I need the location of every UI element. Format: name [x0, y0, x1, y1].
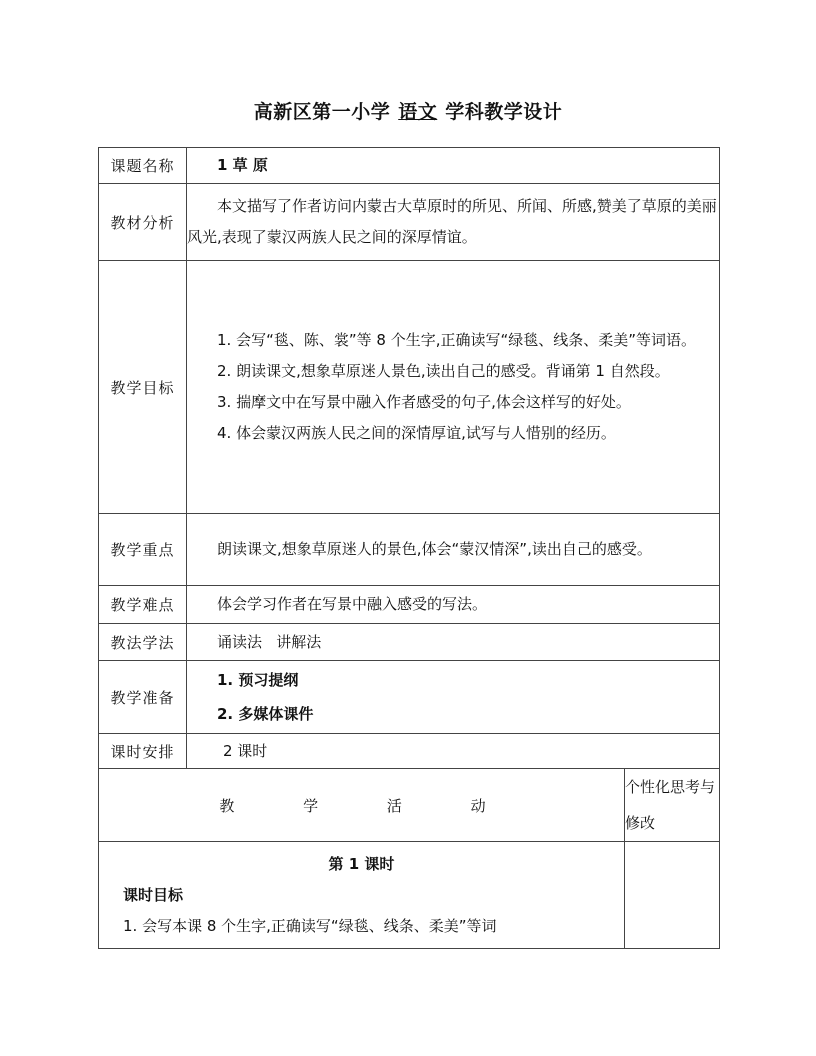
key-points-text: 朗读课文,想象草原迷人的景色,体会“蒙汉情深”,读出自己的感受。 [217, 540, 652, 558]
lesson-plan-table [98, 147, 720, 949]
goal-item-2: 2. 朗读课文,想象草原迷人景色,读出自己的感受。背诵第 1 自然段。 [217, 362, 670, 380]
row-preparation [99, 661, 720, 734]
difficulties-text: 体会学习作者在写景中融入感受的写法。 [217, 595, 488, 613]
row-topic [99, 148, 720, 184]
methods-label: 教法学法 [99, 624, 187, 661]
schedule-value: 2 课时 [187, 734, 720, 769]
row-difficulties [99, 586, 720, 624]
personal-revision-header: 个性化思考与修改 [625, 769, 720, 842]
schedule-label: 课时安排 [99, 734, 187, 769]
difficulties-cell [187, 586, 720, 624]
preparation-item-1: 1. 预习提纲 [217, 671, 299, 689]
row-schedule [99, 734, 720, 769]
difficulties-label: 教学难点 [99, 586, 187, 624]
row-activity-header [99, 769, 720, 842]
lesson-1-subheading: 课时目标 [123, 885, 184, 904]
analysis-label: 教材分析 [99, 184, 187, 261]
school-name: 高新区第一小学 [253, 101, 391, 123]
lesson-1-heading: 第 1 课时 [328, 854, 395, 873]
analysis-cell [187, 184, 720, 261]
topic-label: 课题名称 [99, 148, 187, 184]
goals-cell [187, 261, 720, 514]
title-suffix: 学科教学设计 [445, 101, 563, 123]
preparation-item-2: 2. 多媒体课件 [217, 705, 314, 723]
lesson-1-revision-cell [625, 842, 720, 949]
lesson-1-cell [99, 842, 625, 949]
methods-cell [187, 624, 720, 661]
row-lesson-1 [99, 842, 720, 949]
subject-name: 语文 [398, 101, 438, 123]
goal-item-1: 1. 会写“毯、陈、裳”等 8 个生字,正确读写“绿毯、线条、柔美”等词语。 [217, 331, 697, 349]
lesson-1-goal-line: 1. 会写本课 8 个生字,正确读写“绿毯、线条、柔美”等词 [123, 916, 497, 935]
analysis-text: 本文描写了作者访问内蒙古大草原时的所见、所闻、所感,赞美了草原的美丽风光,表现了蒙汉两族人民之间的深厚情谊。 [187, 197, 717, 246]
row-key-points [99, 514, 720, 586]
topic-value: 1 草 原 [187, 148, 720, 184]
row-goals [99, 261, 720, 514]
key-points-label: 教学重点 [99, 514, 187, 586]
preparation-label: 教学准备 [99, 661, 187, 734]
goal-item-4: 4. 体会蒙汉两族人民之间的深情厚谊,试写与人惜别的经历。 [217, 424, 616, 442]
goal-item-3: 3. 揣摩文中在写景中融入作者感受的句子,体会这样写的好处。 [217, 393, 631, 411]
key-points-cell [187, 514, 720, 586]
document-title [0, 97, 816, 124]
preparation-cell [187, 661, 720, 734]
activity-header: 教 学 活 动 [99, 769, 625, 842]
row-analysis [99, 184, 720, 261]
goals-label: 教学目标 [99, 261, 187, 514]
row-methods [99, 624, 720, 661]
methods-text: 诵读法 讲解法 [217, 632, 322, 651]
